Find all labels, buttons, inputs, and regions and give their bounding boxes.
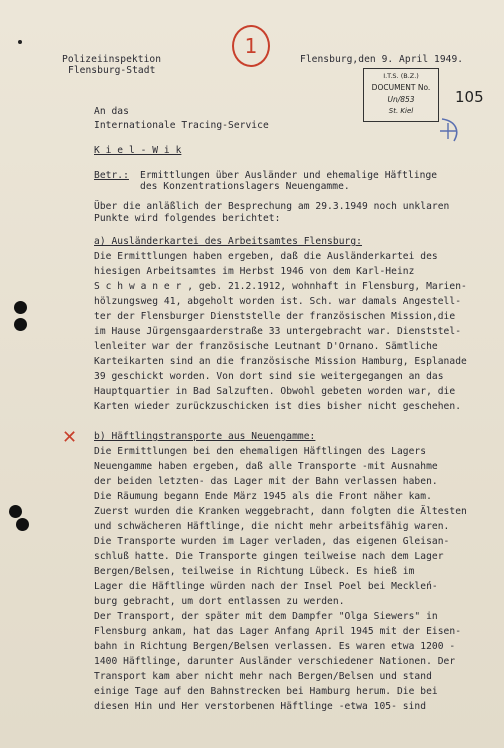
section-a-line: S c h w a n e r , geb. 21.2.1912, wohnhaft in Flensburg, Marien- xyxy=(94,281,467,292)
subject-label: Betr.: xyxy=(94,170,129,181)
ink-dot xyxy=(18,40,22,44)
section-a-line: ter der Flensburger Dienststelle der französischen Mission,die xyxy=(94,311,456,322)
section-b-line: Zuerst wurden die Kranken weggebracht, dann folgten die Ältesten xyxy=(94,506,467,517)
section-a-line: lenleiter war der französische Leutnant D'Ornano. Sämtliche xyxy=(94,341,438,352)
section-b-line: diesen Hin und Her verstorbenen Häftlinge -etwa 105- sind xyxy=(94,701,427,712)
subject-line-1: Ermittlungen über Ausländer und ehemalige Häftlinge xyxy=(140,170,438,181)
section-b-line: bahn in Richtung Bergen/Belsen verlassen. Es waren etwa 1200 - xyxy=(94,641,456,652)
punch-hole xyxy=(14,318,27,331)
section-b-line: Die Transporte wurden im Lager verladen, das eigenen Gleisan- xyxy=(94,536,450,547)
intro-line-1: Über die anläßlich der Besprechung am 29.3.1949 noch unklaren xyxy=(94,201,450,212)
section-a-line: 39 geschickt worden. Von dort sind sie weitergegangen an das xyxy=(94,371,444,382)
stamp-line-3: Un/853 xyxy=(387,95,415,104)
blue-pencil-mark-icon xyxy=(436,115,462,145)
address-line-1: An das xyxy=(94,106,129,117)
section-a-line: hölzungsweg 41, abgeholt worden ist. Sch. war damals Angestell- xyxy=(94,296,462,307)
section-a-line: Karten wieder zurückzuschicken ist dies bisher nicht geschehen. xyxy=(94,401,462,412)
section-a-line: Die Ermittlungen haben ergeben, daß die Ausländerkartei des xyxy=(94,251,438,262)
section-b-line: Bergen/Belsen, teilweise in Richtung Lübeck. Es hieß im xyxy=(94,566,415,577)
intro-line-2: Punkte wird folgendes berichtet: xyxy=(94,213,281,224)
section-b-line: einige Tage auf den Bahnstrecken bei Hamburg herum. Die bei xyxy=(94,686,438,697)
section-b-line: Flensburg ankam, hat das Lager Anfang April 1945 mit der Eisen- xyxy=(94,626,462,637)
its-document-stamp xyxy=(363,68,439,122)
place-date: Flensburg,den 9. April 1949. xyxy=(300,54,464,65)
punch-hole xyxy=(9,505,22,518)
section-a-line: Hauptquartier in Bad Salzuften. Obwohl gebeten worden war, die xyxy=(94,386,456,397)
section-b-line: Lager die Häftlinge würden nach der Insel Poel bei Meckleń- xyxy=(94,581,438,592)
stamp-line-2: DOCUMENT No. xyxy=(371,83,431,92)
section-b-line: und schwächeren Häftlinge, die nicht mehr arbeitsfähig waren. xyxy=(94,521,450,532)
circled-number-annotation: 1 xyxy=(232,25,270,67)
address-line-2: Internationale Tracing-Service xyxy=(94,120,269,131)
section-a-heading: a) Ausländerkartei des Arbeitsamtes Flensburg: xyxy=(94,236,362,247)
section-b-line: Der Transport, der später mit dem Dampfer "Olga Siewers" in xyxy=(94,611,438,622)
stamp-line-4: St. Kiel xyxy=(388,107,414,115)
section-b-line: Die Räumung begann Ende März 1945 als die Front näher kam. xyxy=(94,491,432,502)
stamp-line-1: I.T.S. (B.Z.) xyxy=(383,72,419,80)
address-line-3: K i e l - W i k xyxy=(94,145,182,156)
section-a-line: im Hause Jürgensgaarderstraße 33 untergebracht war. Dienststel- xyxy=(94,326,462,337)
sender-line-2: Flensburg-Stadt xyxy=(68,65,156,76)
section-b-line: Neuengamme haben ergeben, daß alle Transporte -mit Ausnahme xyxy=(94,461,438,472)
section-a-line: hiesigen Arbeitsamtes im Herbst 1946 von dem Karl-Heinz xyxy=(94,266,415,277)
section-b-heading: b) Häftlingstransporte aus Neuengamme: xyxy=(94,431,316,442)
sender-line-1: Polizeiinspektion xyxy=(62,54,162,65)
section-b-line: Die Ermittlungen bei den ehemaligen Häftlingen des Lagers xyxy=(94,446,427,457)
section-b-line: Transport kam aber nicht mehr nach Bergen/Belsen und stand xyxy=(94,671,432,682)
red-x-mark-icon: ✕ xyxy=(62,427,78,448)
section-b-line: burg gebracht, um dort entlassen zu werden. xyxy=(94,596,345,607)
subject-line-2: des Konzentrationslagers Neuengamme. xyxy=(140,181,350,192)
section-b-line: schluß hatte. Die Transporte gingen teilweise nach dem Lager xyxy=(94,551,444,562)
section-a-line: Karteikarten sind an die französische Mission Hamburg, Esplanade xyxy=(94,356,467,367)
document-number: 105 xyxy=(455,88,484,106)
punch-hole xyxy=(16,518,29,531)
section-b-line: 1400 Häftlinge, darunter Ausländer verschiedener Nationen. Der xyxy=(94,656,456,667)
punch-hole xyxy=(14,301,27,314)
section-b-line: der beiden letzten- das Lager mit der Bahn verlassen haben. xyxy=(94,476,438,487)
